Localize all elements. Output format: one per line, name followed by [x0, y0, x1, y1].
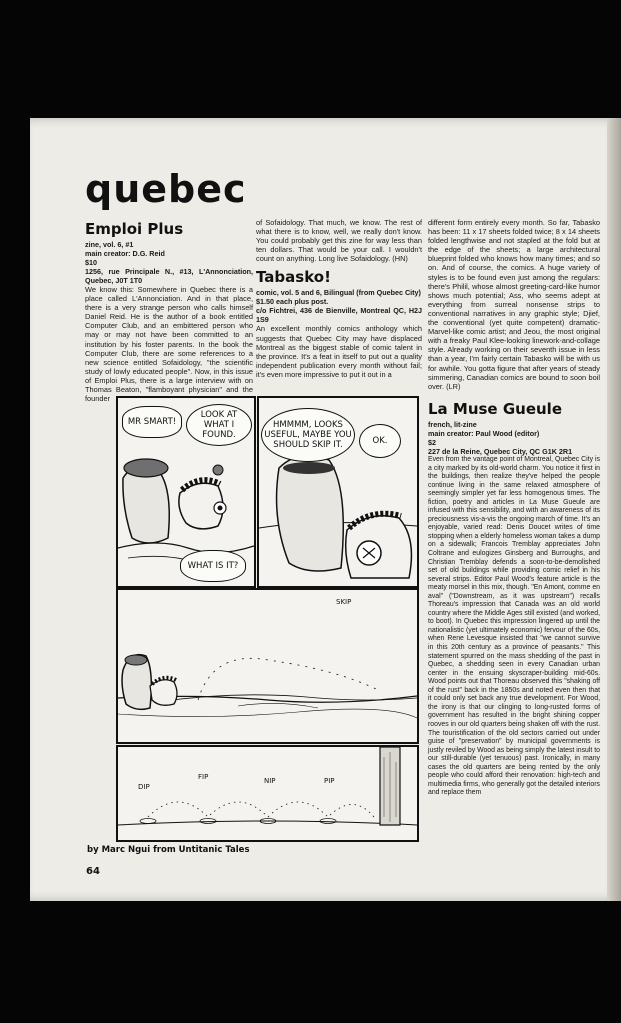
review-meta: $10 — [85, 258, 97, 267]
sound-effect: FIP — [198, 773, 209, 781]
review-body: We know this: Somewhere in Quebec there is a place called L'Annonciation. And in that place, there is a very strange person who calls himself Daniel Reid. He is the author of a book entitled Computer Club, and an embittered person who may or may not have been committed to an institution by his foster parents. In the book the Computer Club, there are some references to a new science entitled Sofaidology, "the scientific study of lowly educated people". Now, in this issue of Emploi Plus, there is a large interview with on Thomas Beaton, "flamboyant physician" and the founder — [85, 285, 253, 404]
magazine-page — [30, 118, 621, 901]
review-meta: comic, vol. 5 and 6, Bilingual (from Quebec City) — [256, 288, 421, 298]
sound-effect: PIP — [324, 777, 335, 785]
section-title: quebec — [85, 167, 247, 211]
la-muse-gueule-review — [428, 400, 600, 798]
sound-effect: NIP — [264, 777, 276, 785]
sound-effect: DIP — [138, 783, 150, 791]
speech-bubble: WHAT IS IT? — [180, 550, 246, 582]
review-title: Emploi Plus — [85, 220, 184, 238]
speech-bubble: LOOK AT WHAT I FOUND. — [186, 404, 252, 446]
speech-bubble: HMMMM, LOOKS USEFUL, MAYBE YOU SHOULD SKIP IT. — [261, 408, 355, 462]
comic-panel-2 — [257, 396, 419, 588]
review-body: different form entirely every month. So far, Tabasko has been: 11 x 17 sheets folded twice; 8 x 14 sheets folded lengthwise and not stapled at the fold but at the edge of the sheets; a large architectural blueprint folded who knows how many times; and so on. And of course, the comics. A huge variety of styles is to be found even just among the regulars: there's Philil, whose almost greeting-card-like humor shows much potential; Ass, who seems adept at everything from surreal nonsense strips to conventional narratives in any graphic style; Djief, the conventional (yet quite competent) dramatic-Marvel-like comic artist; and Jeou, the most original with a freaky Paul Klee-looking linework-and-collage style. Already working on their seventh issue in less than a year, I'm fairly certain Tabasko will be with us for awhile. You gotta figure that after years of steady simmering, Canadian comics are bound to soon boil over. (LR) — [428, 218, 600, 391]
emploi-plus-review — [85, 220, 253, 403]
review-meta: $2 — [428, 438, 436, 447]
comic-panel-3-art — [118, 590, 417, 742]
comic-panel-1 — [116, 396, 256, 588]
comic-panel-4-art — [118, 747, 417, 840]
comic-credit: by Marc Ngui from Untitanic Tales — [87, 845, 250, 855]
sound-effect: SKIP — [336, 598, 352, 606]
review-meta: french, lit-zine — [428, 420, 477, 429]
review-address: 227 de la Reine, Quebec City, QC G1K 2R1 — [428, 447, 573, 456]
review-meta: $1.50 each plus post. — [256, 297, 329, 307]
emploi-plus-continued — [256, 218, 422, 379]
comic-panel-3 — [116, 588, 419, 744]
review-address: c/o Fichtrei, 436 de Bienville, Montreal QC, H2J 1S9 — [256, 306, 422, 325]
review-body: Even from the vantage point of Montreal, Quebec City is a city marked by its old-world charm. You notice it first in the buildings, then realize they've helped the people continue living in the same relaxed atmosphere of seemingly simpler yet far less homogenous times. The fiction, poetry and articles in La Muse Gueule are infused with this sensibility, and with an awareness of its preciousness vis-a-vis the ongoing march of time. It's an enjoyable, varied read: Denis Doucet writes of time stopping when a elderly homeless woman takes a dump on a sidewalk; Francois Tremblay appreciates John Coltrane and eulogizes Ginsberg and Burroughs, and Christian Tremblay defends a soon-to-be-demolished set of old buildings while providing comic relief in his several strips. Editor Paul Wood's feature article is the meaty morsel in this mix, though. "En Amont, comme en aval" ("Downstream, as it was upstream") recalls Thoreau's impression that Canada was an old world country where the Middle Ages still existed (and worked, to boot). In Quebec this impression lingered up until the nationalistic (yet ultimately economic) fervour of the 60s, when Rene Levesque insisted that "we cannot survive in this 20th century as a province of peasants." This statement spurred on the mass shedding of the past in Quebec, a shedding seen in every Canadian urban center in the ensuing skyscraper-building mid-60s. Wood points out that Thoreau observed this "shaking off of the rust" back in the 1850s and noted even then that it could only set back any true development. For Wood, the irony is that our clinging to long-rusted forms of government has resulted in the bright shining copper rooves in our old quarters being shaken off with the rust. The touristification of the old sectors carried out under guise of "preservation" by municipal governments is justly reviled by Wood as being simply the latest insult to our still-durable (yet tenuous) past. Ironically, in many cases the old quarters are being rented by the only people who could afford their renovation: high-tech and multimedia firms, who generally got the detailed interiors and replace them — [428, 456, 600, 797]
page-number: 64 — [86, 866, 100, 877]
review-meta: main creator: D.G. Reid — [85, 249, 165, 258]
speech-bubble: MR SMART! — [122, 406, 182, 438]
review-title: La Muse Gueule — [428, 400, 562, 418]
review-body: of Sofaidology. That much, we know. The rest of what there is to know, well, we really don't know. You could probably get this zine for way less than ten dollars. That would be your call. I wouldn't count on anything. Long live Sofaidology. (HN) — [256, 218, 422, 264]
review-meta: main creator: Paul Wood (editor) — [428, 429, 540, 438]
comic-panel-4 — [116, 745, 419, 842]
tabasko-continued — [428, 218, 600, 391]
review-address: 1256, rue Principale N., #13, L'Annonciation, Quebec, J0T 1T0 — [85, 267, 253, 285]
review-body: An excellent monthly comics anthology which suggests that Quebec City may have displaced Montreal as the biggest stable of comic talent in the province. It's a feat in itself to put out a quality independent publication every month without fail; it's even more impressive to put it out in a — [256, 324, 422, 379]
page-edge-shadow — [607, 118, 621, 901]
review-title: Tabasko! — [256, 268, 331, 287]
speech-bubble: OK. — [359, 424, 401, 458]
review-meta: zine, vol. 6, #1 — [85, 240, 134, 249]
